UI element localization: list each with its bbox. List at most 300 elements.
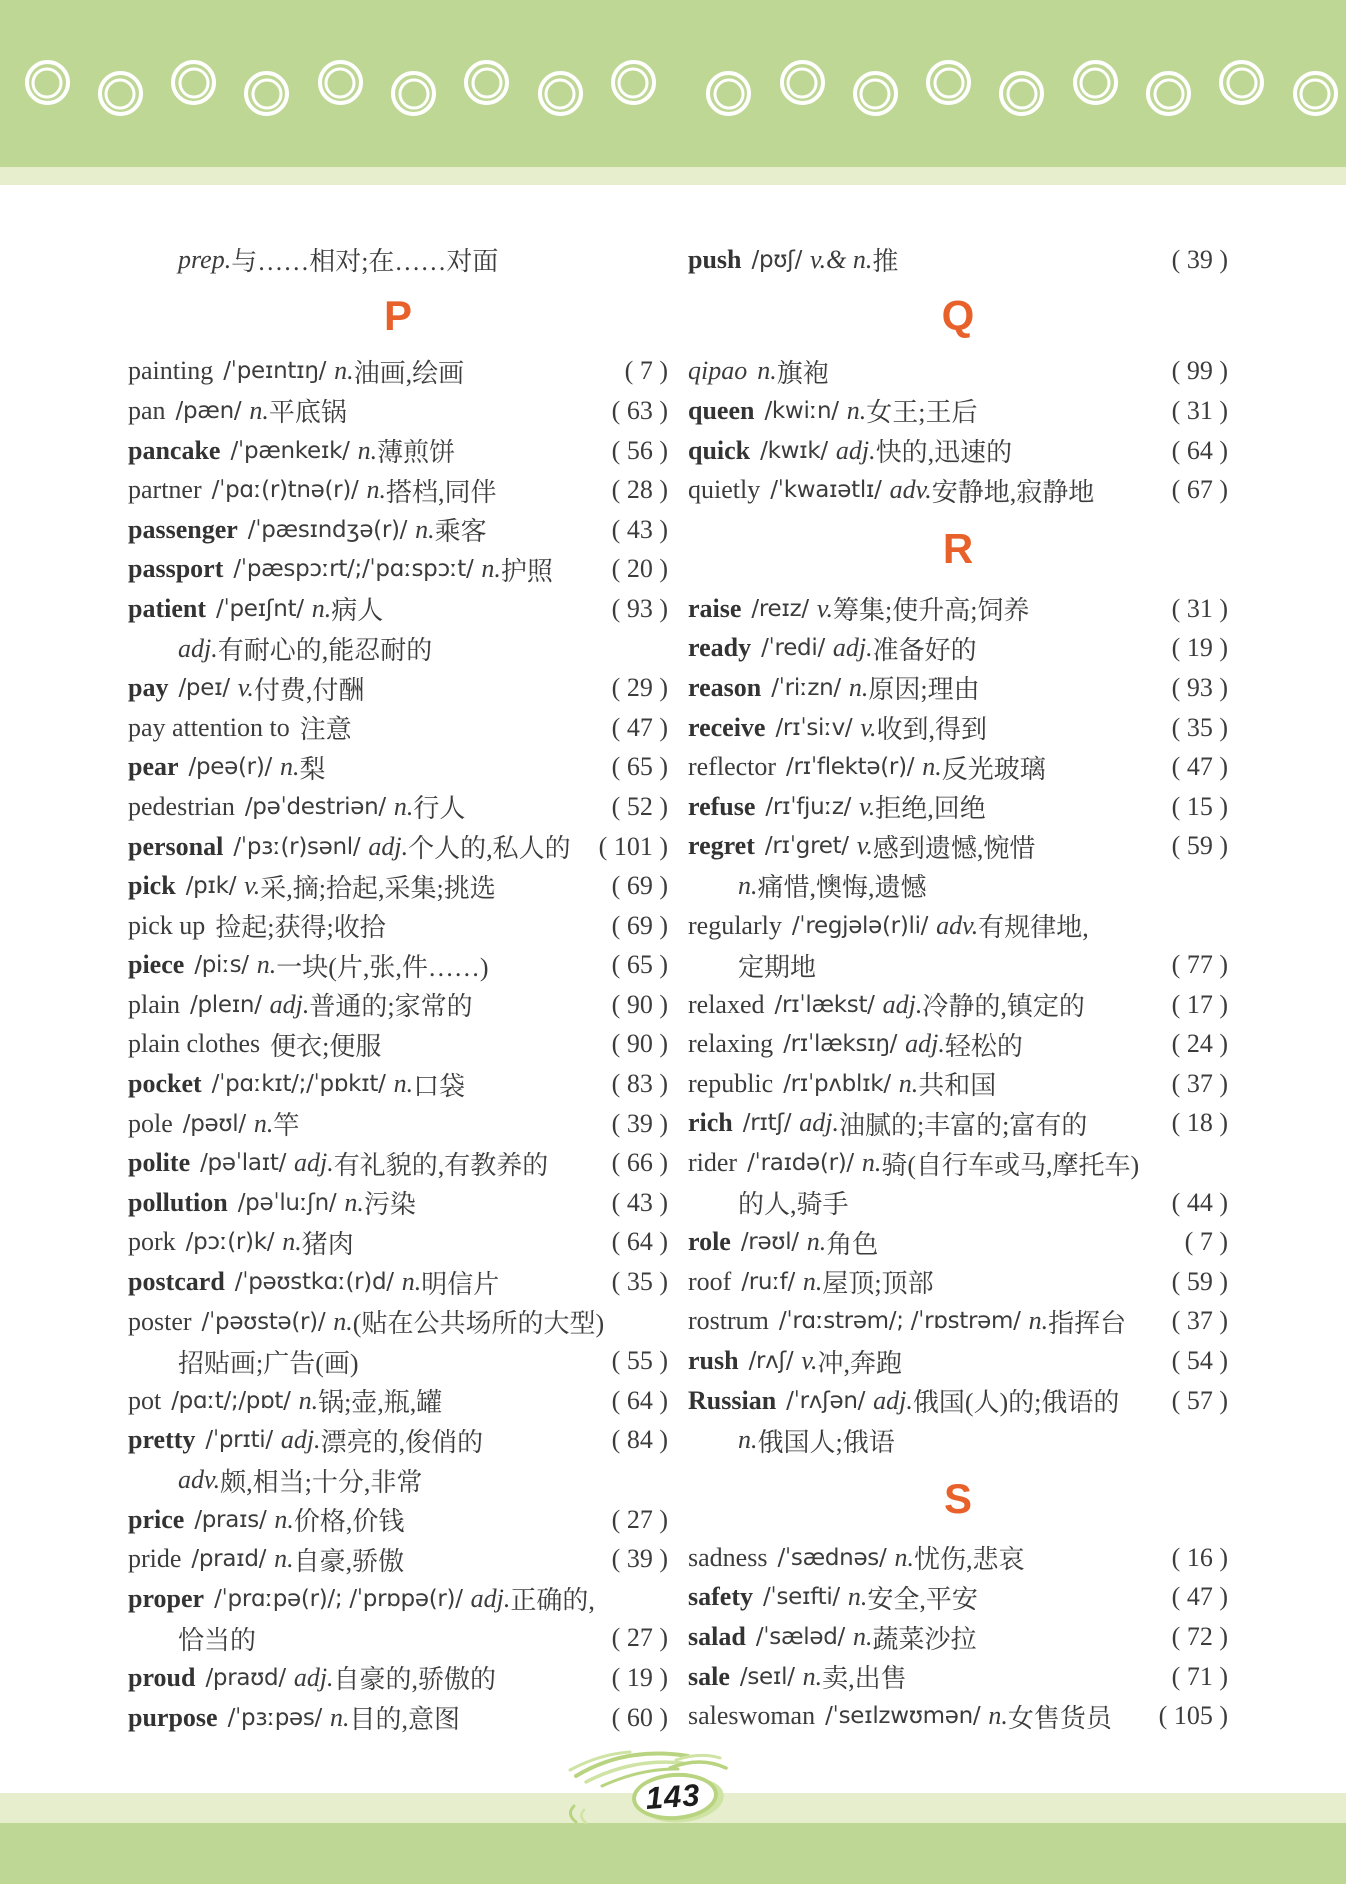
pos-label: n.: [333, 1306, 353, 1336]
pos-label: adj.: [799, 1108, 839, 1138]
pos-label: v.: [244, 871, 261, 901]
definition: 安静地,寂静地: [931, 477, 1095, 507]
pos-label: n.: [738, 870, 758, 900]
definition: 的人,骑手: [738, 1190, 849, 1220]
entry-line: [128, 946, 668, 986]
phonetics: /peɪ/: [178, 675, 230, 702]
entry-line: [688, 1262, 1228, 1302]
headword: pot: [128, 1385, 162, 1415]
pos-label: n.: [279, 752, 300, 782]
page-ref: ( 31 ): [1171, 395, 1228, 425]
pos-label: n.: [366, 475, 386, 505]
definition: 乘客: [434, 517, 487, 547]
headword: pocket: [128, 1069, 202, 1099]
phonetics: /ˈpæspɔːrt/;/ˈpɑːspɔːt/: [233, 556, 474, 583]
phonetics: /pəˈluːʃn/: [237, 1189, 337, 1216]
definition: 蔬菜沙拉: [872, 1624, 977, 1654]
page-ref: ( 44 ): [1171, 1187, 1228, 1217]
headword: refuse: [688, 791, 756, 821]
entry-line: [688, 1341, 1228, 1381]
definition: 筹集;使升高;饲养: [832, 596, 1030, 626]
entry-line: [688, 668, 1228, 708]
phonetics: /ˈpænkeɪk/: [230, 437, 350, 464]
page-ref: ( 67 ): [1171, 475, 1228, 505]
headword: painting: [128, 356, 214, 386]
pos-label: n.: [852, 1622, 873, 1652]
page-ref: ( 43 ): [611, 514, 668, 544]
entry-line: [688, 906, 1228, 946]
page-ref: ( 47 ): [1171, 1582, 1228, 1612]
entry-line: [128, 352, 668, 392]
pos-label: v.& n.: [810, 244, 873, 274]
pos-label: n.: [298, 1385, 319, 1415]
headword: quick: [688, 435, 751, 465]
phonetics: /ˈpəʊstə(r)/: [201, 1308, 326, 1335]
phonetics: /pəˈlaɪt/: [200, 1150, 287, 1177]
page-ref: ( 27 ): [611, 1504, 668, 1534]
entry-line: [688, 787, 1228, 827]
phonetics: /rɪˈsiːv/: [775, 714, 853, 741]
definition: 病人: [331, 596, 384, 626]
entry-line: [128, 866, 668, 906]
entry-continuation: [688, 1183, 1228, 1223]
page-ref: ( 39 ): [611, 1108, 668, 1138]
pos-label: n.: [894, 1542, 914, 1572]
ring-inner-icon: [545, 78, 576, 109]
entry-line: [688, 391, 1228, 431]
entry-line: [688, 985, 1228, 1025]
entry-continuation: [688, 1420, 1228, 1460]
phonetics: /ˈrʌʃən/: [786, 1387, 866, 1414]
definition: 快的,迅速的: [875, 438, 1013, 468]
definition: 轻松的: [944, 1031, 1023, 1061]
entry-line: [128, 748, 668, 788]
entry-line: [128, 1143, 668, 1183]
ring-inner-icon: [933, 67, 964, 98]
pos-label: n.: [802, 1661, 823, 1691]
headword: pollution: [128, 1187, 228, 1217]
header-strip: [0, 167, 1346, 185]
entry-line: [688, 629, 1228, 669]
section-letter-S: S: [943, 1475, 972, 1523]
phonetics: /rɪˈfjuːz/: [765, 793, 852, 820]
ring-inner-icon: [618, 67, 649, 98]
entry-line: [128, 906, 668, 946]
headword: regularly: [688, 910, 782, 940]
pos-label: n.: [988, 1701, 1008, 1731]
definition: 自豪的,骄傲的: [333, 1665, 497, 1695]
pos-label: adj.: [178, 633, 218, 663]
glossary-column-left: [128, 240, 668, 1737]
headword: rush: [688, 1346, 739, 1376]
phonetics: /ˈsæləd/: [755, 1624, 845, 1651]
ring-inner-icon: [787, 67, 818, 98]
entry-line: [128, 1698, 668, 1738]
page-ref: ( 63 ): [611, 395, 668, 425]
headword: relaxed: [688, 989, 765, 1019]
page-ref: ( 90 ): [611, 1029, 668, 1059]
entry-line: [128, 708, 668, 748]
definition: 平底锅: [268, 398, 347, 428]
headword: sale: [688, 1661, 730, 1691]
ring-inner-icon: [1226, 67, 1257, 98]
entry-line: [128, 668, 668, 708]
pos-label: n.: [757, 356, 777, 386]
phonetics: /ˈpæsɪndʒə(r)/: [247, 516, 408, 543]
phonetics: /praʊd/: [205, 1664, 286, 1691]
headword: price: [128, 1504, 185, 1534]
headword: safety: [688, 1582, 753, 1612]
page-ref: ( 84 ): [611, 1425, 668, 1455]
page-ref: ( 64 ): [611, 1385, 668, 1415]
pos-label: n.: [334, 356, 354, 386]
headword: purpose: [128, 1702, 218, 1732]
headword: passenger: [128, 514, 238, 544]
ring-icon: [611, 60, 656, 105]
entry-line: [128, 1579, 668, 1619]
page-ref: ( 15 ): [1171, 791, 1228, 821]
pos-label: prep.: [178, 244, 232, 274]
pos-label: n.: [401, 1267, 422, 1297]
definition: 有耐心的,能忍耐的: [217, 636, 433, 666]
header-band: [0, 0, 1346, 167]
page-ref: ( 64 ): [1171, 435, 1228, 465]
headword: plain: [128, 989, 180, 1019]
ring-icon: [98, 71, 143, 116]
pos-label: v.: [816, 593, 833, 623]
definition: 颇,相当;十分,非常: [220, 1467, 423, 1497]
phonetics: /rɪtʃ/: [742, 1110, 792, 1137]
phonetics: /pleɪn/: [190, 991, 262, 1018]
page-ref: ( 37 ): [1171, 1306, 1228, 1336]
ring-icon: [25, 60, 70, 105]
definition: 痛惜,懊悔,遗憾: [757, 873, 927, 903]
definition: 污染: [363, 1190, 416, 1220]
entry-line: [688, 589, 1228, 629]
headword: pay: [128, 673, 169, 703]
page-ref: ( 35 ): [611, 1267, 668, 1297]
phonetics: /praɪd/: [191, 1546, 267, 1573]
pos-label: adv.: [889, 475, 932, 505]
entry-line: [128, 1302, 668, 1342]
ring-inner-icon: [325, 67, 356, 98]
page-ref: ( 93 ): [611, 593, 668, 623]
entry-line: [128, 550, 668, 590]
headword: proper: [128, 1583, 205, 1613]
ring-icon: [391, 71, 436, 116]
page-ref: ( 90 ): [611, 989, 668, 1019]
definition: 感到遗憾,惋惜: [872, 833, 1036, 863]
definition: 普通的;家常的: [309, 992, 473, 1022]
phonetics: /ˈpeɪʃnt/: [216, 595, 304, 622]
page-ref: ( 65 ): [611, 752, 668, 782]
headword: pride: [128, 1544, 182, 1574]
headword: pole: [128, 1108, 173, 1138]
page-ref: ( 52 ): [611, 791, 668, 821]
page-number-badge: [630, 1771, 730, 1825]
headword: pan: [128, 395, 166, 425]
page-ref: ( 77 ): [1171, 950, 1228, 980]
page-ref: ( 105 ): [1158, 1701, 1228, 1731]
entry-line: [128, 1104, 668, 1144]
pos-label: adj.: [368, 831, 409, 861]
definition: 旗袍: [776, 358, 829, 388]
phonetics: /pɑːt/;/pɒt/: [171, 1387, 291, 1414]
pos-label: adj.: [873, 1385, 913, 1415]
page-ref: ( 69 ): [611, 871, 668, 901]
pos-label: n.: [311, 593, 332, 623]
definition: 冲,奔跑: [817, 1348, 903, 1378]
pos-label: adj.: [905, 1029, 945, 1059]
headword: salad: [688, 1622, 746, 1652]
ring-inner-icon: [713, 78, 744, 109]
phonetics: /rɪˈlækst/: [774, 991, 875, 1018]
ring-inner-icon: [1080, 67, 1111, 98]
entry-line: [128, 1381, 668, 1421]
page-ref: ( 27 ): [611, 1623, 668, 1653]
page-ref: ( 43 ): [611, 1187, 668, 1217]
definition: 目的,意图: [349, 1705, 461, 1735]
phonetics: /ruːf/: [741, 1268, 795, 1295]
definition: 俄国(人)的;俄语的: [912, 1388, 1120, 1418]
phonetics: /pʊʃ/: [751, 246, 803, 273]
phonetics: /peə(r)/: [188, 754, 272, 781]
page-ref: ( 99 ): [1171, 356, 1228, 386]
entry-line: [128, 787, 668, 827]
ring-icon: [926, 60, 971, 105]
headword: rostrum: [688, 1306, 769, 1336]
definition: 女售货员: [1007, 1703, 1112, 1733]
pos-label: n.: [274, 1544, 294, 1574]
pos-label: adj.: [294, 1148, 334, 1178]
pos-label: n.: [282, 1227, 302, 1257]
phonetics: /seɪl/: [739, 1663, 795, 1690]
phonetics: /praɪs/: [194, 1506, 267, 1533]
phonetics: /ˈprɪti/: [205, 1427, 273, 1454]
entry-line: [688, 352, 1228, 392]
definition: 忧伤,悲哀: [913, 1545, 1025, 1575]
definition: 薄煎饼: [377, 438, 456, 468]
headword: pick: [128, 871, 176, 901]
page-number: 143: [644, 1776, 702, 1816]
pos-label: adj.: [832, 633, 873, 663]
definition: 价格,价钱: [293, 1507, 405, 1537]
entry-line: [688, 1143, 1228, 1183]
phonetics: /ˈsædnəs/: [777, 1544, 887, 1571]
headword: personal: [128, 831, 224, 861]
page-ref: ( 66 ): [611, 1148, 668, 1178]
phonetics: /kwɪk/: [760, 437, 828, 464]
entry-line: [688, 431, 1228, 471]
page-ref: ( 7 ): [1184, 1227, 1228, 1257]
definition: 锅;壶,瓶,罐: [318, 1388, 443, 1418]
entry-line: [128, 1064, 668, 1104]
headword: republic: [688, 1068, 774, 1098]
definition: 油腻的;丰富的;富有的: [838, 1110, 1088, 1140]
phonetics: /ˈrɑːstrəm/; /ˈrɒstrəm/: [778, 1308, 1021, 1335]
pos-label: n.: [847, 1582, 868, 1612]
definition: 女王;王后: [866, 398, 978, 428]
headword: patient: [128, 593, 206, 623]
entry-line: [688, 1617, 1228, 1657]
pos-label: n.: [249, 395, 269, 425]
ring-icon: [538, 71, 583, 116]
page-ref: ( 19 ): [1171, 633, 1228, 663]
headword: pick up: [128, 910, 206, 940]
ring-inner-icon: [398, 78, 429, 109]
ring-icon: [244, 71, 289, 116]
headword: proud: [128, 1662, 196, 1692]
definition: 采,摘;拾起,采集;挑选: [260, 873, 496, 903]
ring-icon: [464, 60, 509, 105]
pos-label: n.: [922, 752, 942, 782]
page-ref: ( 60 ): [611, 1702, 668, 1732]
entry-line: [128, 1421, 668, 1461]
page-ref: ( 47 ): [611, 712, 668, 742]
entry-continuation: [128, 629, 668, 669]
headword: rich: [688, 1108, 733, 1138]
pos-label: adv.: [936, 910, 979, 940]
phonetics: /pəʊl/: [182, 1110, 246, 1137]
pos-label: n.: [1028, 1306, 1049, 1336]
pos-label: n.: [393, 1069, 414, 1099]
definition: 自豪,骄傲: [293, 1546, 405, 1576]
phonetics: /pɔː(r)k/: [185, 1229, 275, 1256]
definition: 明信片: [421, 1269, 500, 1299]
headword: polite: [128, 1148, 191, 1178]
entry-line: [128, 470, 668, 510]
entry-line: [688, 240, 1228, 280]
pos-label: n.: [415, 514, 435, 544]
page-ref: ( 83 ): [611, 1069, 668, 1099]
headword: roof: [688, 1266, 732, 1296]
section-letter-Q: Q: [941, 291, 975, 339]
entry-line: [688, 708, 1228, 748]
definition: 共和国: [918, 1071, 997, 1101]
pos-label: n.: [481, 554, 501, 584]
phonetics: /ˈprɑːpə(r)/; /ˈprɒpə(r)/: [214, 1585, 463, 1612]
headword: pretty: [128, 1425, 196, 1455]
page-ref: ( 59 ): [1171, 831, 1228, 861]
ring-inner-icon: [105, 78, 136, 109]
entry-line: [688, 1696, 1228, 1736]
entry-line: [688, 470, 1228, 510]
ring-icon: [318, 60, 363, 105]
pos-label: n.: [861, 1148, 882, 1178]
page-ref: ( 37 ): [1171, 1068, 1228, 1098]
page-ref: ( 19 ): [611, 1662, 668, 1692]
headword: piece: [128, 950, 185, 980]
headword: poster: [128, 1306, 192, 1336]
page-ref: ( 101 ): [598, 831, 668, 861]
entry-line: [688, 747, 1228, 787]
entry-continuation: [688, 945, 1228, 985]
entry-line: [688, 1302, 1228, 1342]
phonetics: /rɪˈflektə(r)/: [786, 754, 915, 781]
phonetics: /ˈseɪfti/: [762, 1584, 840, 1611]
definition: 有礼貌的,有教养的: [333, 1150, 549, 1180]
phonetics: /kwiːn/: [764, 397, 839, 424]
ring-inner-icon: [1300, 78, 1331, 109]
entry-line: [128, 510, 668, 550]
definition: 个人的,私人的: [408, 834, 571, 864]
entry-line: [688, 1538, 1228, 1578]
definition: 原因;理由: [868, 675, 980, 705]
pos-label: n.: [357, 435, 378, 465]
pos-label: n.: [802, 1266, 823, 1296]
headword: reflector: [688, 752, 777, 782]
page-ref: ( 31 ): [1171, 593, 1228, 623]
entry-line: [688, 1657, 1228, 1697]
section-letter-R: R: [942, 525, 974, 573]
ring-icon: [1073, 60, 1118, 105]
page-ref: ( 55 ): [611, 1346, 668, 1376]
phonetics: /piːs/: [194, 952, 249, 979]
glossary-column-right: [688, 240, 1228, 1736]
definition: 恰当的: [178, 1625, 257, 1655]
definition: 护照: [500, 556, 553, 586]
headword: queen: [688, 395, 755, 425]
ring-inner-icon: [471, 67, 502, 98]
definition: 一块(片,张,件……): [276, 952, 489, 982]
definition: 正确的,: [510, 1586, 595, 1616]
page-ref: ( 20 ): [611, 554, 668, 584]
headword: raise: [688, 593, 742, 623]
pos-label: n.: [898, 1068, 919, 1098]
phonetics: /ˈpɜːpəs/: [227, 1704, 323, 1731]
page-ref: ( 69 ): [611, 910, 668, 940]
ring-inner-icon: [32, 67, 63, 98]
page-ref: ( 7 ): [624, 356, 668, 386]
phonetics: /reɪz/: [751, 595, 809, 622]
phonetics: /ˈseɪlzwʊmən/: [825, 1703, 981, 1730]
phonetics: /pəˈdestriən/: [244, 793, 386, 820]
pos-label: adj.: [293, 1662, 334, 1692]
definition: (贴在公共场所的大型): [352, 1309, 605, 1339]
phonetics: /ˈriːzn/: [771, 674, 841, 701]
page-ref: ( 64 ): [611, 1227, 668, 1257]
page-ref: ( 24 ): [1171, 1029, 1228, 1059]
pos-label: n.: [274, 1504, 294, 1534]
footer-band: [0, 1823, 1346, 1884]
headword: passport: [128, 554, 224, 584]
definition: 准备好的: [872, 635, 977, 665]
headword: qipao: [688, 356, 748, 386]
ring-inner-icon: [1153, 78, 1184, 109]
definition: 招贴画;广告(画): [178, 1348, 359, 1378]
entry-line: [128, 1539, 668, 1579]
definition: 与……相对;在……对面: [231, 247, 499, 277]
entry-continuation: [128, 240, 668, 280]
definition: 冷静的,镇定的: [922, 992, 1085, 1022]
phonetics: /ˈkwaɪətlɪ/: [770, 477, 882, 504]
entry-line: [688, 1381, 1228, 1421]
entry-line: [128, 431, 668, 471]
definition: 推: [872, 247, 899, 277]
pos-label: n.: [846, 395, 867, 425]
headword: pork: [128, 1227, 176, 1257]
definition: 骑(自行车或马,摩托车): [881, 1150, 1140, 1180]
entry-line: [128, 1223, 668, 1263]
entry-line: [688, 1578, 1228, 1618]
pos-label: adj.: [882, 989, 923, 1019]
definition: 猪肉: [301, 1229, 354, 1259]
definition: 梨: [299, 754, 326, 784]
definition: 俄国人;俄语: [757, 1427, 895, 1457]
headword: pay attention to: [128, 712, 290, 742]
headword: quietly: [688, 475, 761, 505]
phonetics: /rʌʃ/: [748, 1348, 794, 1375]
